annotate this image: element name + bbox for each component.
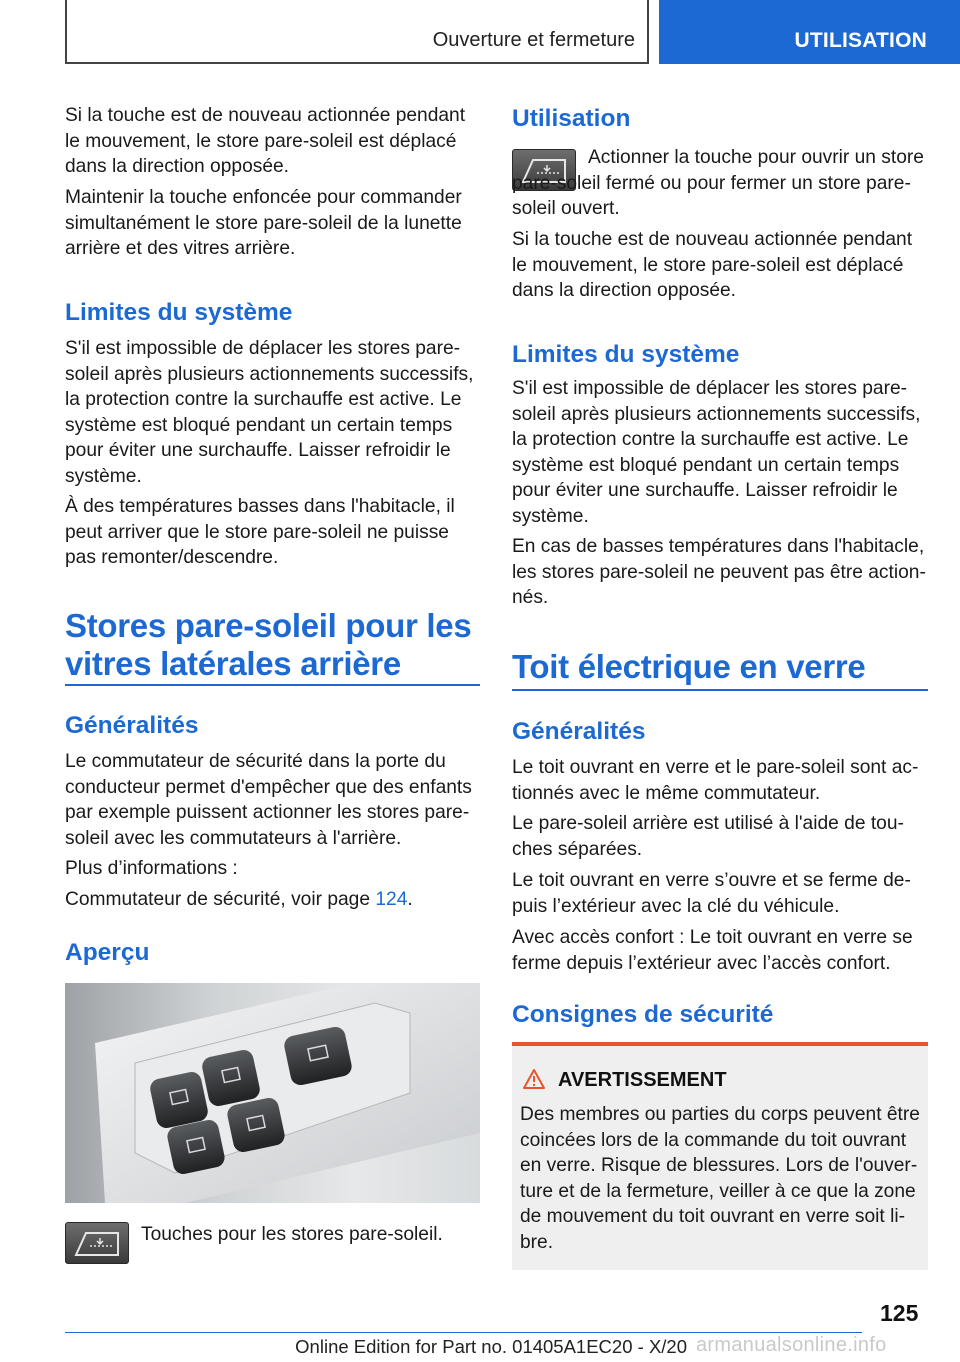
right-section-rule [512, 689, 928, 691]
edition-line: Online Edition for Part no. 01405A1EC20 - X/20 [295, 1336, 687, 1357]
right-heading-limites: Limites du système [512, 341, 740, 368]
left-paragraph-3: S'il est impossible de déplacer les stores pare-soleil après plusieurs actionnements successifs, la protection contre la surchauffe est active. Le système est bloqué pendant un certain temps pour éviter une surchauffe. Laisser refroidir le système. [65, 338, 474, 487]
sunblind-key-glyph [66, 1223, 128, 1263]
right-paragraph-1: Actionner la touche pour ouvrir un store pare-soleil fermé ou pour fermer un store pare-soleil ouvert. [512, 147, 924, 219]
right-paragraph-5: Le toit ouvrant en verre et le pare-soleil sont actionnés avec le même commutateur. [512, 757, 919, 804]
left-paragraph-7 [65, 887, 480, 913]
page-reference-end: . [407, 889, 413, 910]
warning-triangle-icon [522, 1068, 546, 1090]
warning-text: Des membres ou parties du corps peuvent être coincées lors de la commande du toit ouvrant en verre. Risque de blessures. Lors de l'ouverture et de la fermeture, veiller à ce que la zone de mouvement du toit ouvrant en verre soit libre. [520, 1104, 920, 1253]
header-chapter-tab [659, 0, 960, 64]
right-heading-consignes: Consignes de sécurité [512, 1001, 774, 1028]
switch-panel-illustration [65, 983, 480, 1203]
right-paragraph-6: Le pare-soleil arrière est utilisé à l'aide de touches séparées. [512, 813, 904, 860]
watermark: armanualsonline.info [696, 1334, 887, 1356]
right-paragraph-8: Avec accès confort : Le toit ouvrant en verre se ferme depuis l’extérieur avec l’accès confort. [512, 927, 913, 974]
page-reference-link[interactable]: 124 [375, 889, 408, 910]
left-paragraph-4: À des températures basses dans l'habitacle, il peut arriver que le store pare-soleil ne puisse pas remonter/descendre. [65, 496, 455, 568]
right-heading-utilisation: Utilisation [512, 105, 631, 132]
warning-title: AVERTISSEMENT [558, 1069, 727, 1091]
left-paragraph-1: Si la touche est de nouveau actionnée pendant le mouvement, le store pare-soleil est déplacé dans la direction opposée. [65, 105, 466, 177]
footer-rule [65, 1332, 862, 1333]
sunblind-key-icon [65, 1222, 129, 1264]
left-heading-limites: Limites du système [65, 299, 293, 326]
page-reference-text: Commutateur de sécurité, voir page [65, 889, 376, 910]
left-paragraph-5: Le commutateur de sécurité dans la porte du conducteur permet d'empêcher que des enfants par exemple puissent actionner les stores pare-soleil avec les commutateurs à l'arrière. [65, 751, 472, 849]
header-section-title: Ouverture et fermeture [432, 29, 635, 51]
photo-caption: Touches pour les stores pare-soleil. [141, 1224, 443, 1245]
right-paragraph-2: Si la touche est de nouveau actionnée pendant le mouvement, le store pare-soleil est déplacé dans la direction opposée. [512, 229, 913, 301]
left-heading-generalites: Généralités [65, 712, 199, 739]
left-paragraph-2: Maintenir la touche enfoncée pour commander simultanément le store pare-soleil de la lunette arrière et des vitres arrière. [65, 187, 462, 259]
warning-bar [512, 1042, 928, 1046]
left-section-rule [65, 684, 480, 686]
sunblind-switch-photo [65, 983, 480, 1203]
right-paragraph-7: Le toit ouvrant en verre s’ouvre et se ferme depuis l’extérieur avec la clé du véhicule. [512, 870, 911, 917]
right-paragraph-4: En cas de basses températures dans l'habitacle, les stores pare-soleil ne peuvent pas être actionnés. [512, 536, 926, 608]
right-section-title: Toit électrique en verre [512, 648, 866, 685]
warning-box [512, 1042, 928, 1270]
right-heading-generalites: Généralités [512, 718, 646, 745]
page-number: 125 [880, 1300, 919, 1326]
left-section-title: Stores pare-soleil pour les vitres latérales arrière [65, 607, 472, 682]
header-chapter-title: UTILISATION [794, 29, 927, 52]
left-heading-apercu: Aperçu [65, 939, 150, 966]
header-section-tab [65, 0, 649, 64]
right-paragraph-3: S'il est impossible de déplacer les stores pare-soleil après plusieurs actionnements successifs, la protection contre la surchauffe est active. Le système est bloqué pendant un certain temps pour éviter une surchauffe. Laisser refroidir le système. [512, 378, 921, 527]
left-paragraph-6: Plus d’informations : [65, 858, 238, 879]
